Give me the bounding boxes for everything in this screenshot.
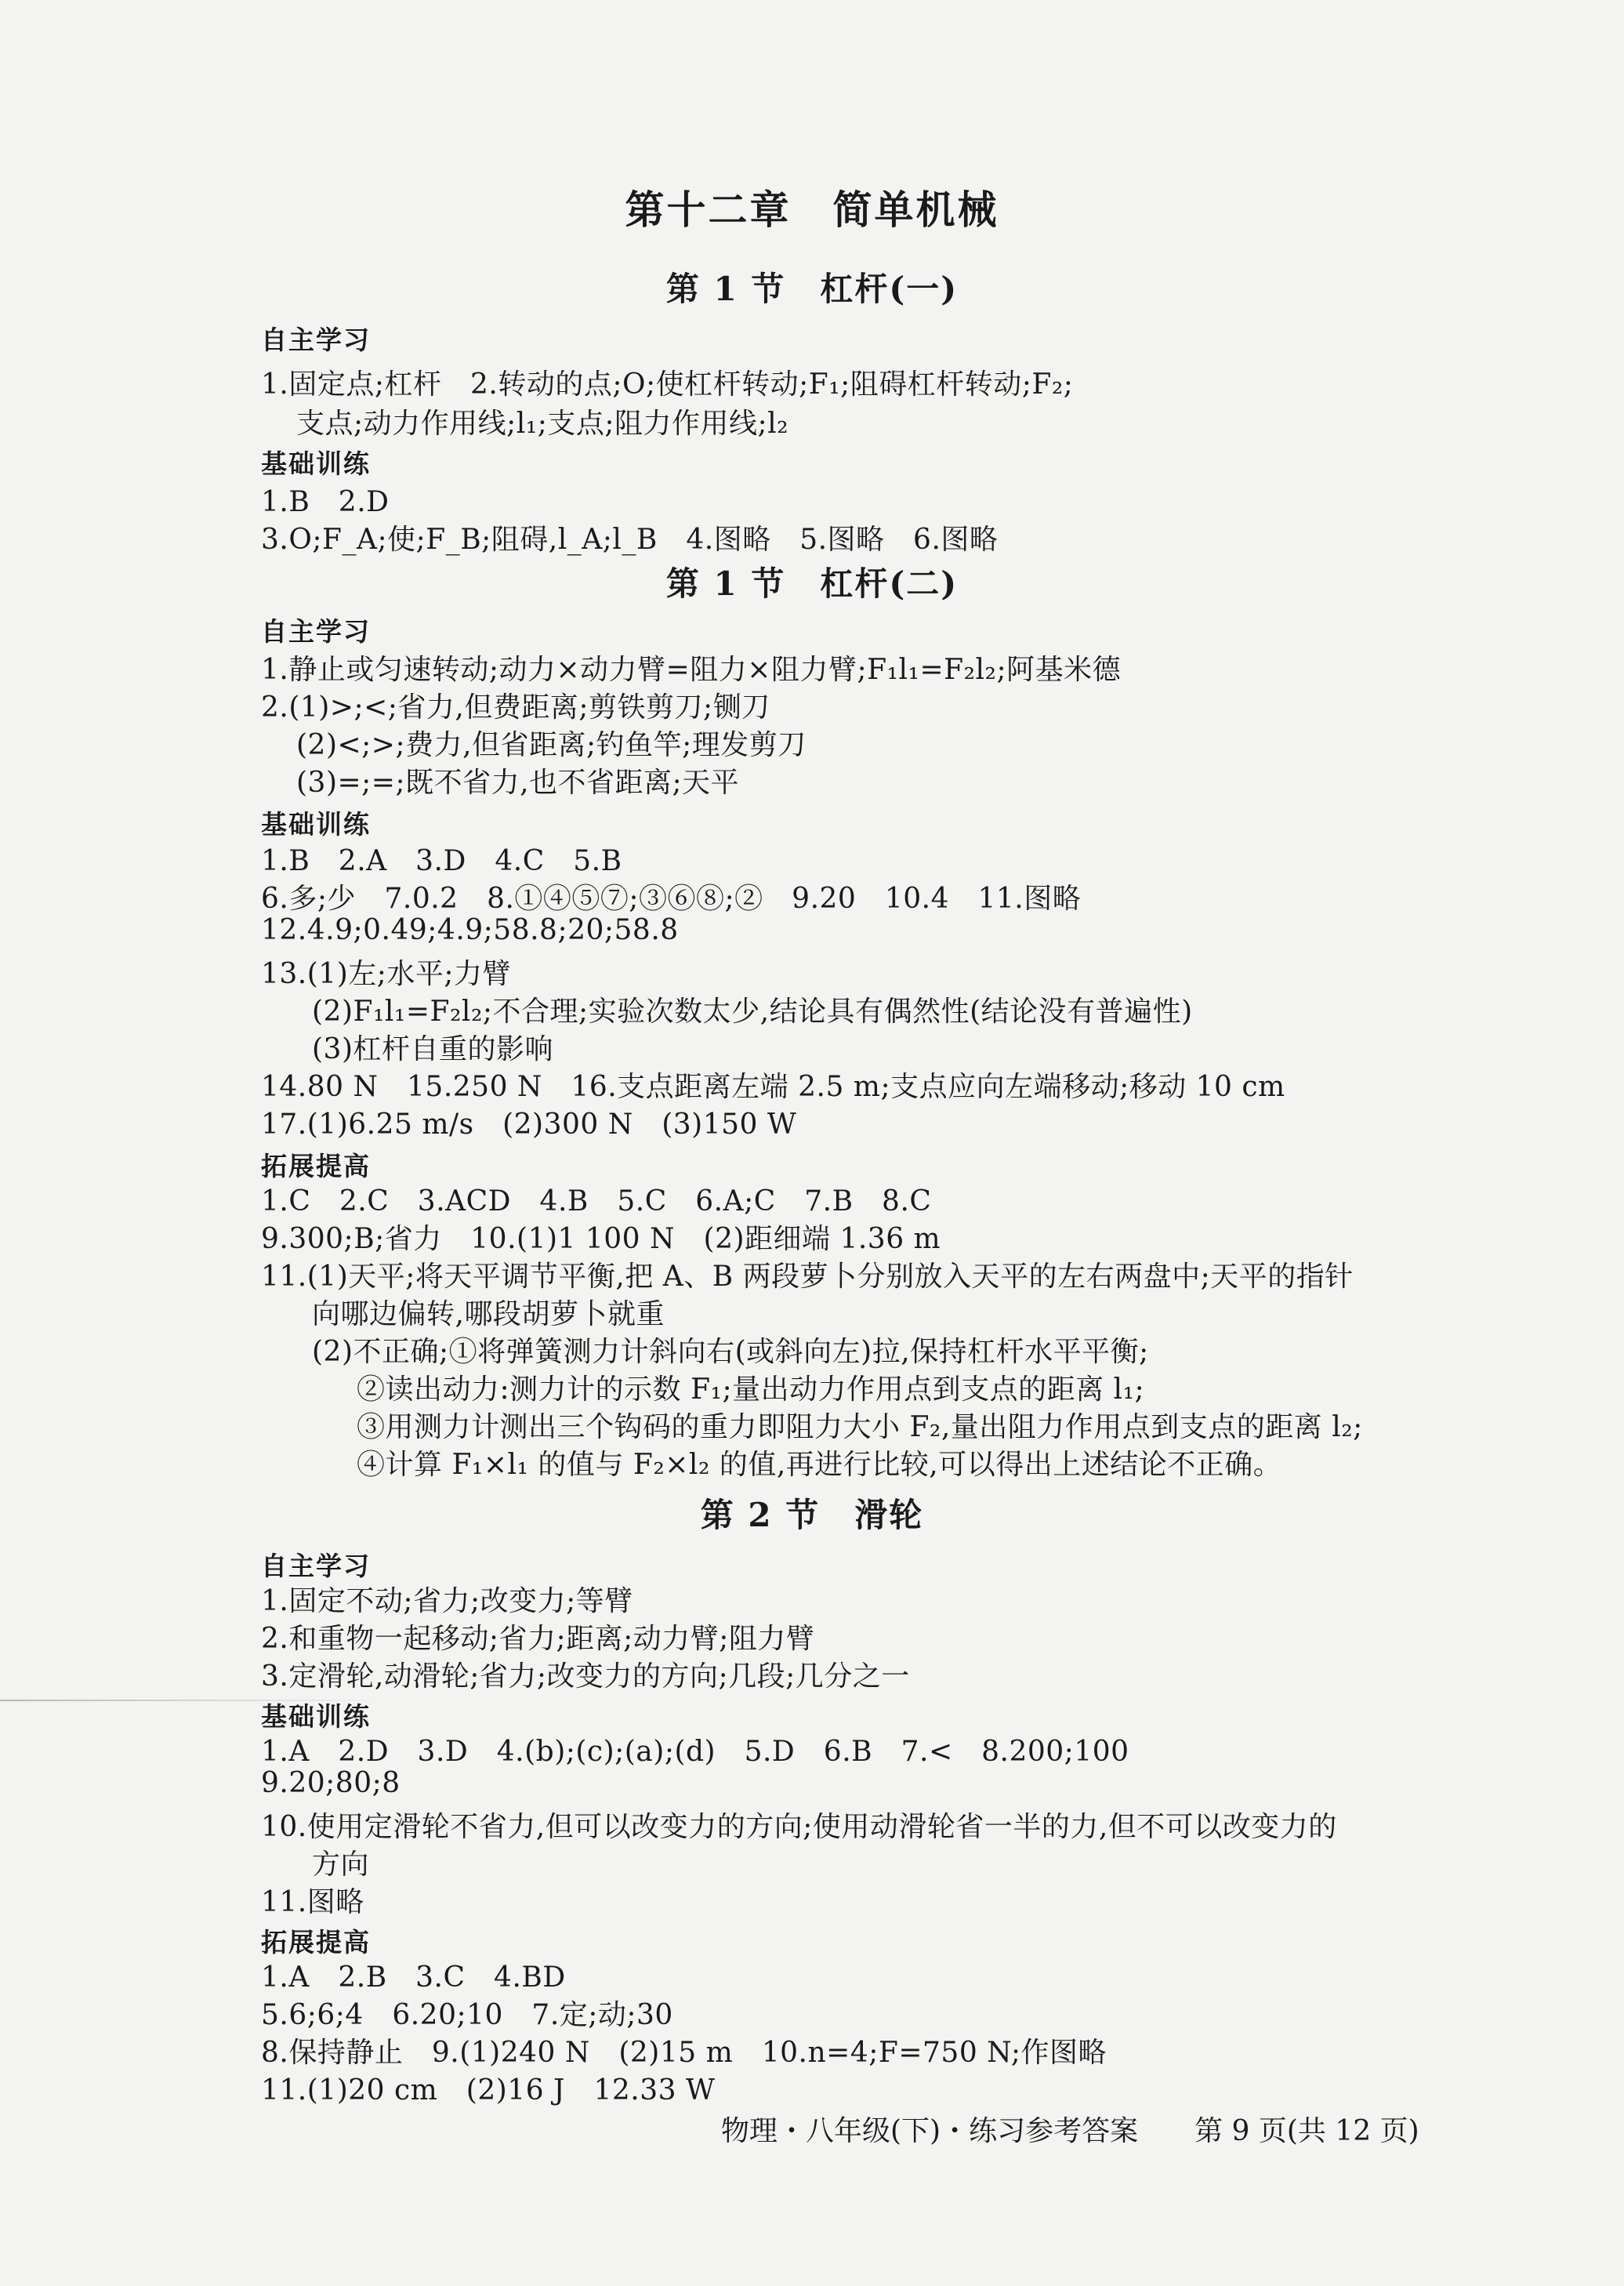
subheading: 基础训练 <box>261 448 371 479</box>
subheading: 自主学习 <box>261 325 371 355</box>
page-footer: 物理・八年级(下)・练习参考答案 第 9 页(共 12 页) <box>721 2115 1419 2147</box>
answer-line: 9.300;B;省力 10.(1)1 100 N (2)距细端 1.36 m <box>261 1223 941 1255</box>
chapter-title: 第十二章 简单机械 <box>625 187 999 233</box>
answer-line: (3)=;=;既不省力,也不省距离;天平 <box>296 767 740 799</box>
answer-line: 1.A 2.D 3.D 4.(b);(c);(a);(d) 5.D 6.B 7.< 8.200;100 <box>261 1736 1129 1768</box>
answer-line: 9.20;80;8 <box>261 1767 401 1799</box>
answer-line: 8.保持静止 9.(1)240 N (2)15 m 10.n=4;F=750 N;作图略 <box>261 2037 1107 2069</box>
answer-line: 3.定滑轮,动滑轮;省力;改变力的方向;几段;几分之一 <box>261 1660 910 1693</box>
answer-line: (2)F₁l₁=F₂l₂;不合理;实验次数太少,结论具有偶然性(结论没有普遍性) <box>312 996 1193 1028</box>
section-title: 第 1 节 杠杆(一) <box>665 270 959 308</box>
answer-line: 13.(1)左;水平;力臂 <box>261 958 512 990</box>
answer-line: 17.(1)6.25 m/s (2)300 N (3)150 W <box>261 1109 797 1141</box>
subheading: 自主学习 <box>261 1551 371 1581</box>
answer-line: 14.80 N 15.250 N 16.支点距离左端 2.5 m;支点应向左端移动;移动 10 cm <box>261 1071 1285 1103</box>
subheading: 自主学习 <box>261 616 371 647</box>
subheading: 基础训练 <box>261 809 371 840</box>
answer-line: 3.O;F_A;使;F_B;阻碍,l_A;l_B 4.图略 5.图略 6.图略 <box>261 524 999 556</box>
answer-line: 1.A 2.B 3.C 4.BD <box>261 1961 566 1994</box>
answer-line: 1.静止或匀速转动;动力×动力臂=阻力×阻力臂;F₁l₁=F₂l₂;阿基米德 <box>261 654 1122 686</box>
answer-line: 1.固定不动;省力;改变力;等臂 <box>261 1585 633 1617</box>
answer-line: 2.和重物一起移动;省力;距离;动力臂;阻力臂 <box>261 1623 815 1655</box>
answer-line: 1.固定点;杠杆 2.转动的点;O;使杠杆转动;F₁;阻碍杠杆转动;F₂; <box>261 368 1074 401</box>
answer-line: 11.图略 <box>261 1886 364 1918</box>
answer-line: 1.C 2.C 3.ACD 4.B 5.C 6.A;C 7.B 8.C <box>261 1185 932 1217</box>
subheading: 拓展提高 <box>261 1151 371 1181</box>
answer-line: 11.(1)20 cm (2)16 J 12.33 W <box>261 2074 716 2106</box>
answer-line: (3)杠杆自重的影响 <box>312 1033 553 1065</box>
answer-line: 向哪边偏转,哪段胡萝卜就重 <box>312 1298 665 1330</box>
answer-line: 5.6;6;4 6.20;10 7.定;动;30 <box>261 1999 673 2031</box>
subheading: 基础训练 <box>261 1701 371 1732</box>
answer-line: ③用测力计测出三个钩码的重力即阻力大小 F₂,量出阻力作用点到支点的距离 l₂; <box>357 1411 1363 1443</box>
answer-line: 方向 <box>312 1849 370 1881</box>
answer-line: (2)<;>;费力,但省距离;钓鱼竿;理发剪刀 <box>296 729 807 761</box>
answer-line: 1.B 2.A 3.D 4.C 5.B <box>261 845 622 877</box>
section-title: 第 1 节 杠杆(二) <box>665 564 959 603</box>
answer-line: 11.(1)天平;将天平调节平衡,把 A、B 两段萝卜分别放入天平的左右两盘中;天平的指针 <box>261 1261 1354 1293</box>
answer-line: 1.B 2.D <box>261 486 390 518</box>
answer-line: 6.多;少 7.0.2 8.①④⑤⑦;③⑥⑧;② 9.20 10.4 11.图略 <box>261 883 1082 915</box>
answer-line: (2)不正确;①将弹簧测力计斜向右(或斜向左)拉,保持杠杆水平平衡; <box>312 1336 1149 1368</box>
answer-line: ④计算 F₁×l₁ 的值与 F₂×l₂ 的值,再进行比较,可以得出上述结论不正确。 <box>357 1449 1282 1481</box>
subheading: 拓展提高 <box>261 1927 371 1958</box>
answer-line: 支点;动力作用线;l₁;支点;阻力作用线;l₂ <box>296 408 789 440</box>
answer-line: 10.使用定滑轮不省力,但可以改变力的方向;使用动滑轮省一半的力,但不可以改变力的 <box>261 1811 1337 1843</box>
answer-line: 12.4.9;0.49;4.9;58.8;20;58.8 <box>261 914 679 946</box>
answer-line: ②读出动力:测力计的示数 F₁;量出动力作用点到支点的距离 l₁; <box>357 1373 1145 1406</box>
answer-line: 2.(1)>;<;省力,但费距离;剪铁剪刀;铡刀 <box>261 691 770 724</box>
section-title: 第 2 节 滑轮 <box>700 1496 924 1534</box>
